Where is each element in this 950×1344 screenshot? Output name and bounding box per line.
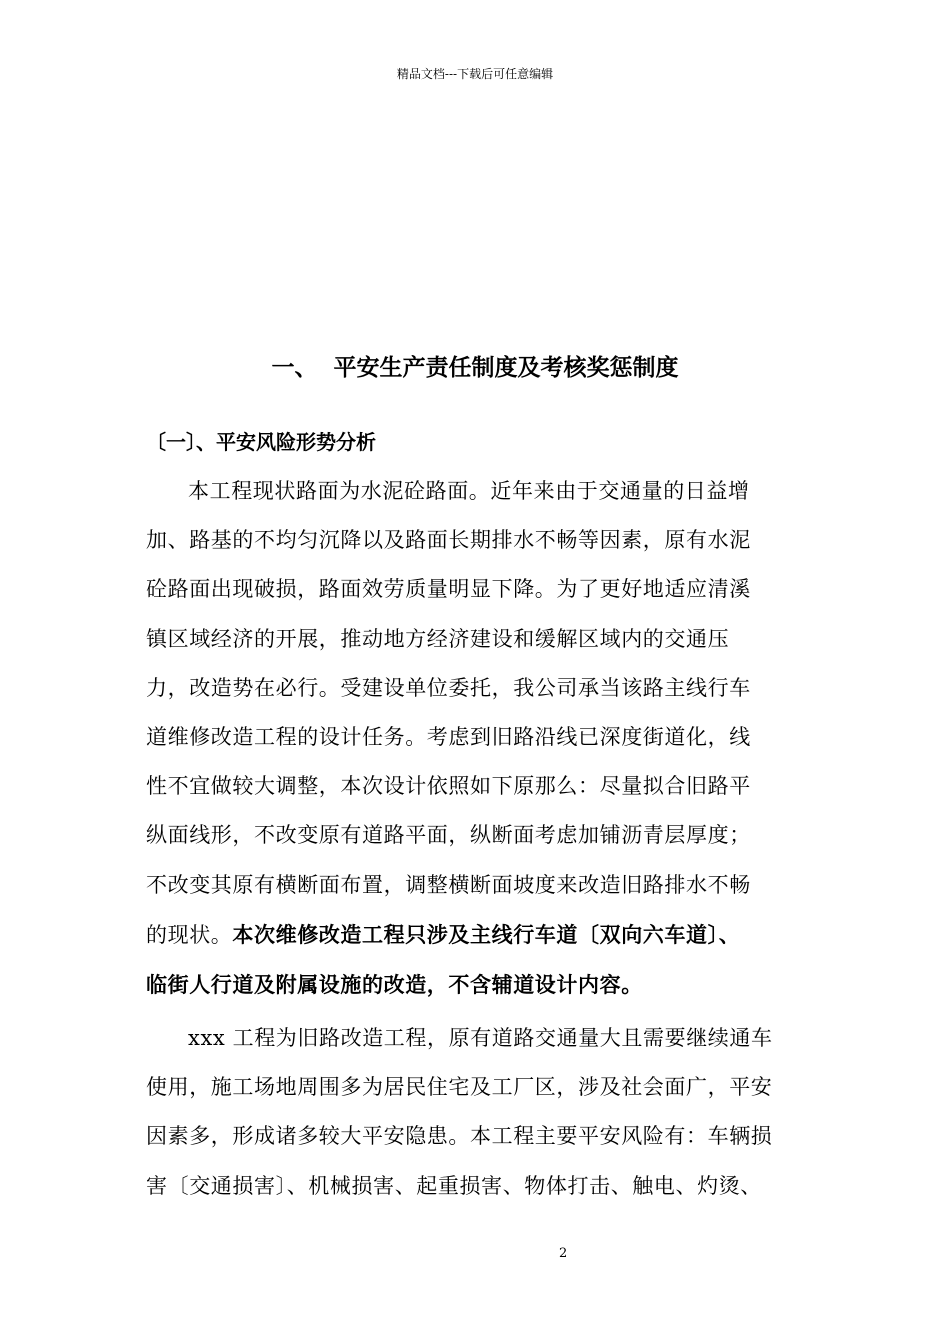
paragraph-line: 不改变其原有横断面布置，调整横断面坡度来改造旧路排水不畅: [146, 872, 751, 897]
paragraph-text: 的现状。: [146, 922, 233, 947]
paragraph-line: 因素多，形成诸多较大平安隐患。本工程主要平安风险有：车辆损: [146, 1124, 773, 1149]
paragraph-line: 力，改造势在必行。受建设单位委托，我公司承当该路主线行车: [146, 675, 751, 700]
section-title: 一、 平安生产责任制度及考核奖惩制度: [271, 354, 679, 381]
paragraph-line: 使用，施工场地周围多为居民住宅及工厂区，涉及社会面广，平安: [146, 1075, 773, 1100]
paragraph-risk-analysis: [146, 467, 806, 1009]
paragraph-line: 加、路基的不均匀沉降以及路面长期排水不畅等因素，原有水泥: [146, 528, 751, 553]
paragraph-line: xxx 工程为旧路改造工程，原有道路交通量大且需要继续通车: [188, 1026, 773, 1050]
page-header-note: 精品文档---下载后可任意编辑: [396, 67, 554, 81]
emphasized-line: 临街人行道及附属设施的改造，不含辅道设计内容。: [146, 972, 643, 998]
subsection-title: 〔一〕、平安风险形势分析: [146, 430, 376, 454]
paragraph-line: 性不宜做较大调整，本次设计依照如下原那么：尽量拟合旧路平: [146, 774, 751, 799]
page-number: 2: [559, 1246, 568, 1261]
paragraph-line: 纵面线形，不改变原有道路平面，纵断面考虑加铺沥青层厚度；: [146, 823, 751, 848]
paragraph-line: 害〔交通损害〕、机械损害、起重损害、物体打击、触电、灼烫、: [146, 1173, 762, 1198]
paragraph-line: 镇区域经济的开展，推动地方经济建设和缓解区域内的交通压: [146, 626, 730, 651]
paragraph-line: 道维修改造工程的设计任务。考虑到旧路沿线已深度街道化，线: [146, 725, 751, 750]
paragraph-line: 本工程现状路面为水泥砼路面。近年来由于交通量的日益增: [188, 479, 750, 503]
paragraph-line: 砼路面出现破损，路面效劳质量明显下降。为了更好地适应清溪: [146, 577, 751, 602]
emphasized-text: 本次维修改造工程只涉及主线行车道〔双向六车道〕、: [232, 921, 741, 947]
paragraph-line-mixed: [146, 910, 806, 960]
paragraph-project-risks: [146, 1014, 806, 1211]
